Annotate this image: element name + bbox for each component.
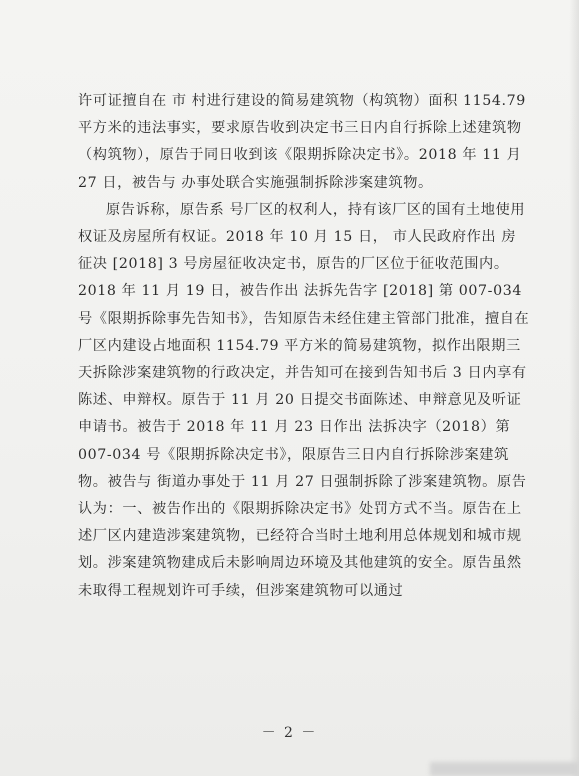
blurred-watermark <box>430 762 579 776</box>
document-body <box>78 88 530 605</box>
paragraph-2: 原告诉称，原告系 号厂区的权利人，持有该厂区的国有土地使用权证及房屋所有权证。2018 年 10 月 15 日， 市人民政府作出 房征决 [2018] 3 号房屋征收决定书，原告的厂区位于征收范围内。2018 年 11 月 19 日，被告作出 法拆先告字 [2018] 第 007-034 号《限期拆除事先告知书》，告知原告未经住建主管部门批准，擅自在厂区内建设占地面积 1154.79 平方米的简易建筑物，拟作出限期三天拆除涉案建筑物的行政决定，并告知可在接到告知书后 3 日内享有陈述、申辩权。原告于 11 月 20 日提交书面陈述、申辩意见及听证申请书。被告于 2018 年 11 月 23 日作出 法拆决字（2018）第 007-034 号《限期拆除决定书》，限原告三日内自行拆除涉案建筑物。被告与 街道办事处于 11 月 27 日强制拆除了涉案建筑物。原告认为：一、被告作出的《限期拆除决定书》处罚方式不当。原告在上述厂区内建造涉案建筑物，已经符合当时土地利用总体规划和城市规划。涉案建筑物建成后未影响周边环境及其他建筑的安全。原告虽然未取得工程规划许可手续，但涉案建筑物可以通过 <box>78 201 530 599</box>
page-shadow <box>569 0 579 776</box>
paragraph-1: 许可证擅自在 市 村进行建设的简易建筑物（构筑物）面积 1154.79 平方米的违法事实，要求原告收到决定书三日内自行拆除上述建筑物（构筑物），原告于同日收到该《限期拆除决定书》。2018 年 11 月 27 日，被告与 办事处联合实施强制拆除涉案建筑物。 <box>78 93 526 191</box>
page-number: － 2 － <box>261 725 318 741</box>
